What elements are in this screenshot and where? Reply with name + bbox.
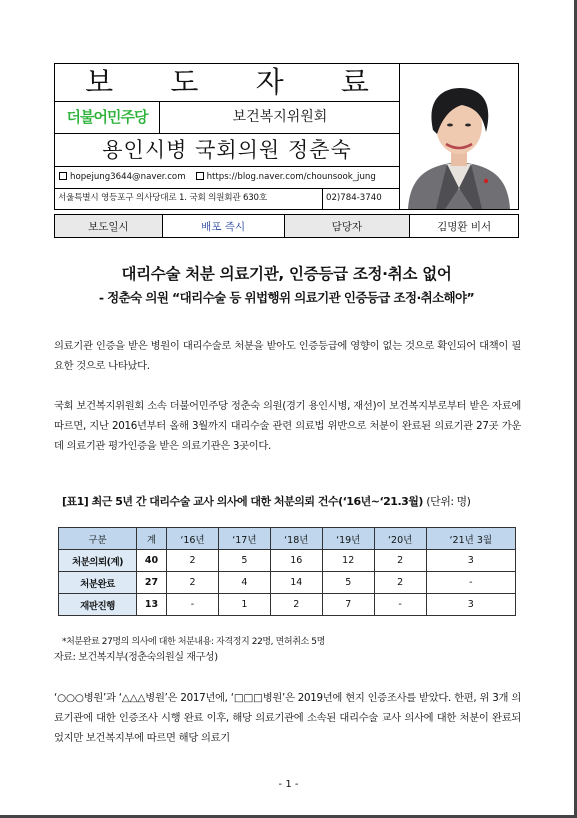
paragraph-details: 국회 보건복지위원회 소속 더불어민주당 정춘숙 의원(경기 용인시병, 재선)이 보건복지부로부터 받은 자료에 따르면, 지난 2016년부터 올해 3월까지 대리수술 관련 의료법 위반으로 처분이 완료된 의료기관 27곳 가운데 의료기관 평가인증을 받은 의료기관은 3곳이다. xyxy=(54,400,521,452)
data-source: 자료: 보건복지부(정춘숙의원실 재구성) xyxy=(54,652,218,663)
committee-name: 보건복지위원회 xyxy=(232,109,328,125)
row-label: 재판진행 xyxy=(59,594,137,616)
table-cell: 4 xyxy=(218,572,270,594)
address-row xyxy=(55,189,400,209)
contact-value: 김명환 비서 xyxy=(410,215,519,238)
table-cell: 12 xyxy=(322,550,374,572)
table-cell: 7 xyxy=(322,594,374,616)
paragraph-intro: 의료기관 인증을 받은 병원이 대리수술로 처분을 받아도 인증등급에 영향이 없는 것으로 확인되어 대책이 필요한 것으로 나타났다. xyxy=(54,340,521,372)
column-header: ‘21년 3월 xyxy=(426,528,515,550)
headline: 대리수술 처분 의료기관, 인증등급 조정·취소 없어 xyxy=(121,265,452,283)
table-cell: 2 xyxy=(167,550,219,572)
header-row-committee xyxy=(55,102,400,134)
press-release-header xyxy=(54,63,519,210)
table-cell: 2 xyxy=(374,572,426,594)
table-caption-unit: (단위: 명) xyxy=(426,495,471,508)
row-label: 처분의뢰(계) xyxy=(59,550,137,572)
table-cell: - xyxy=(426,572,515,594)
email-checkbox-icon xyxy=(59,172,67,180)
table-footnote: *처분완료 27명의 의사에 대한 처분내용: 자격정지 22명, 면허취소 5명 xyxy=(62,637,325,647)
column-header: ‘20년 xyxy=(374,528,426,550)
paragraph-hospitals: ‘○○○병원’과 ‘△△△병원’은 2017년에, ‘□□□병원’은 2019년에 현지 인증조사를 받았다. 한편, 위 3개 의료기관에 대한 인증조사 시행 완료 이후, 해당 의료기관에 소속된 대리수술 교사 의사에 대한 처분이 완료되었지만 보건복지부에 따르면 해당 의료기 xyxy=(54,692,521,744)
portrait-image xyxy=(400,64,518,209)
column-header: 구분 xyxy=(59,528,137,550)
table-cell: 2 xyxy=(270,594,322,616)
member-name: 용인시병 국회의원 정춘숙 xyxy=(55,134,400,167)
table-cell: 5 xyxy=(322,572,374,594)
table-row xyxy=(59,550,516,572)
party-logo: 더불어민주당 xyxy=(55,102,160,133)
table-row xyxy=(59,594,516,616)
column-header: ‘18년 xyxy=(270,528,322,550)
office-phone: 02)784-3740 xyxy=(326,193,382,203)
column-header: ‘19년 xyxy=(322,528,374,550)
blog-link[interactable]: https://blog.naver.com/chounsook_jung xyxy=(206,172,376,182)
table-caption-title: [표1] 최근 5년 간 대리수술 교사 의사에 대한 처분의뢰 건수(‘16년~‘21.3월) xyxy=(62,495,423,508)
document-title: 보 도 자 료 xyxy=(55,64,400,102)
table-cell: - xyxy=(167,594,219,616)
office-address: 서울특별시 영등포구 의사당대로 1. 국회 의원회관 630호 xyxy=(55,189,323,209)
table-cell: 3 xyxy=(426,594,515,616)
release-date-value: 배포 즉시 xyxy=(162,215,284,238)
table-cell: 2 xyxy=(374,550,426,572)
member-portrait xyxy=(400,64,518,209)
table-caption xyxy=(62,493,470,509)
table-cell: 5 xyxy=(218,550,270,572)
table-cell: 13 xyxy=(137,594,167,616)
sanction-data-table xyxy=(58,527,516,616)
release-info-table xyxy=(54,214,519,238)
table-cell: - xyxy=(374,594,426,616)
subheadline: - 정춘숙 의원 “대리수술 등 위법행위 의료기관 인증등급 조정·취소해야” xyxy=(98,290,475,305)
column-header: ‘16년 xyxy=(167,528,219,550)
table-cell: 16 xyxy=(270,550,322,572)
email-text[interactable]: hopejung3644@naver.com xyxy=(70,172,186,182)
contact-row xyxy=(55,167,400,189)
table-header-row xyxy=(59,528,516,550)
blog-checkbox-icon xyxy=(196,172,204,180)
release-date-label: 보도일시 xyxy=(55,215,163,238)
table-row xyxy=(59,572,516,594)
contact-label: 담당자 xyxy=(284,215,410,238)
column-header: 계 xyxy=(137,528,167,550)
table-cell: 2 xyxy=(167,572,219,594)
page-number: - 1 - xyxy=(278,779,299,790)
table-cell: 40 xyxy=(137,550,167,572)
column-header: ‘17년 xyxy=(218,528,270,550)
table-cell: 1 xyxy=(218,594,270,616)
table-cell: 3 xyxy=(426,550,515,572)
row-label: 처분완료 xyxy=(59,572,137,594)
table-cell: 14 xyxy=(270,572,322,594)
table-cell: 27 xyxy=(137,572,167,594)
